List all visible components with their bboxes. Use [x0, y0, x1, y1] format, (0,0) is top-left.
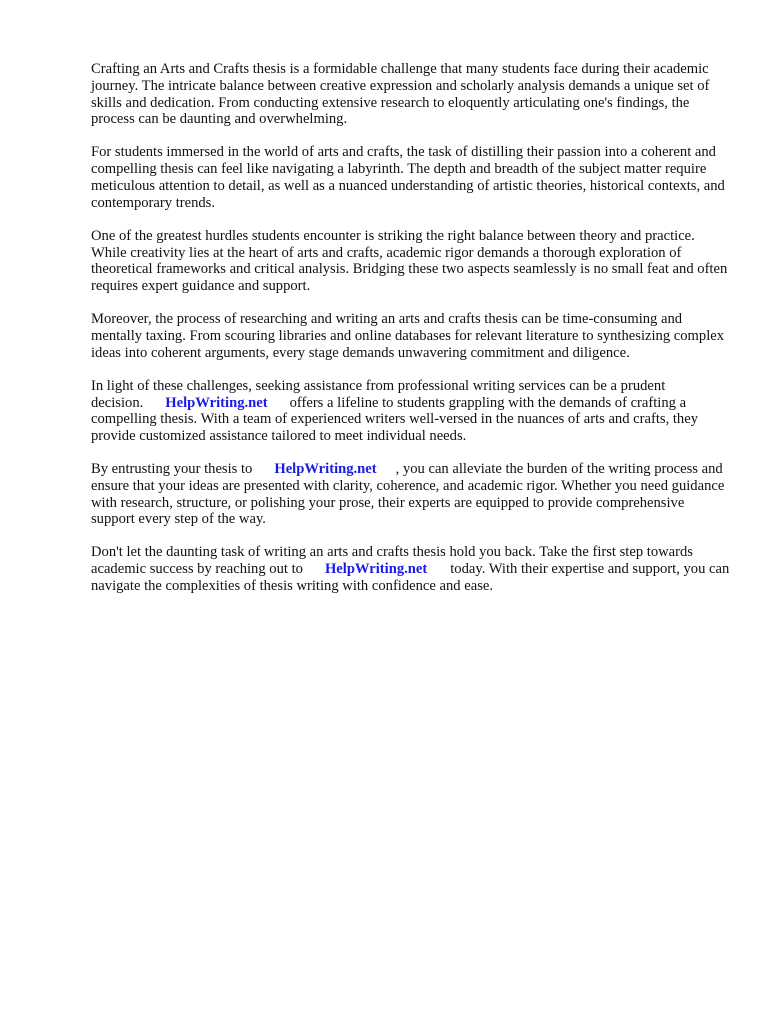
paragraph-closing-text-after: today. With their expertise and support, you can navigate the complexities of thesis writing with confidence and ease.: [91, 561, 733, 595]
paragraph-entrusting-text-after: , you can alleviate the burden of the writing process and ensure that your ideas are presented with clarity, coherence, and academic rigor. Whether you need guidance with research, structure, or polishing your prose, their experts are equipped to provide comprehensive support every step of the way.: [91, 461, 728, 528]
paragraph-assistance: [91, 378, 731, 445]
paragraph-entrusting-text-before: By entrusting your thesis to: [91, 461, 253, 478]
paragraph-passion: For students immersed in the world of arts and crafts, the task of distilling their passion into a coherent and compelling thesis can feel like navigating a labyrinth. The depth and breadth of the subject matter require meticulous attention to detail, as well as a nuanced understanding of artistic theories, historical contexts, and contemporary trends.: [91, 144, 725, 211]
paragraph-hurdles: One of the greatest hurdles students encounter is striking the right balance between theory and practice. While creativity lies at the heart of arts and crafts, academic rigor demands a thorough exploration of theoretical frameworks and critical analysis. Bridging these two aspects seamlessly is no small feat and often requires expert guidance and support.: [91, 227, 728, 295]
paragraph-closing-text-before: Don't let the daunting task of writing an arts and crafts thesis hold you back. Take the first step towards academic success by reaching out to: [91, 544, 697, 578]
paragraph-intro: Crafting an Arts and Crafts thesis is a formidable challenge that many students face during their academic journey. The intricate balance between creative expression and scholarly analysis demands a unique set of skills and dedication. From conducting extensive research to eloquently articulating one's findings, the process can be daunting and overwhelming.: [91, 61, 710, 128]
helpwriting-link-1[interactable]: HelpWriting.net: [165, 394, 268, 411]
paragraph-assistance-text-after: offers a lifeline to students grappling with the demands of crafting a compelling thesis. With a team of experienced writers well-versed in the nuances of arts and crafts, they provide customized assistance tailored to meet individual needs.: [91, 394, 702, 445]
paragraph-research: Moreover, the process of researching and writing an arts and crafts thesis can be time-consuming and mentally taxing. From scouring libraries and online databases for relevant literature to synthesizing complex ideas into coherent arguments, every stage demands unwavering commitment and diligence.: [91, 311, 725, 361]
paragraph-assistance-text-before: In light of these challenges, seeking assistance from professional writing services can be a prudent decision.: [91, 377, 669, 411]
paragraph-entrusting: [91, 461, 731, 528]
paragraph-closing: [91, 544, 731, 594]
helpwriting-link-3[interactable]: HelpWriting.net: [324, 561, 428, 578]
document-body: [91, 61, 731, 611]
helpwriting-link-2[interactable]: HelpWriting.net: [274, 461, 377, 478]
